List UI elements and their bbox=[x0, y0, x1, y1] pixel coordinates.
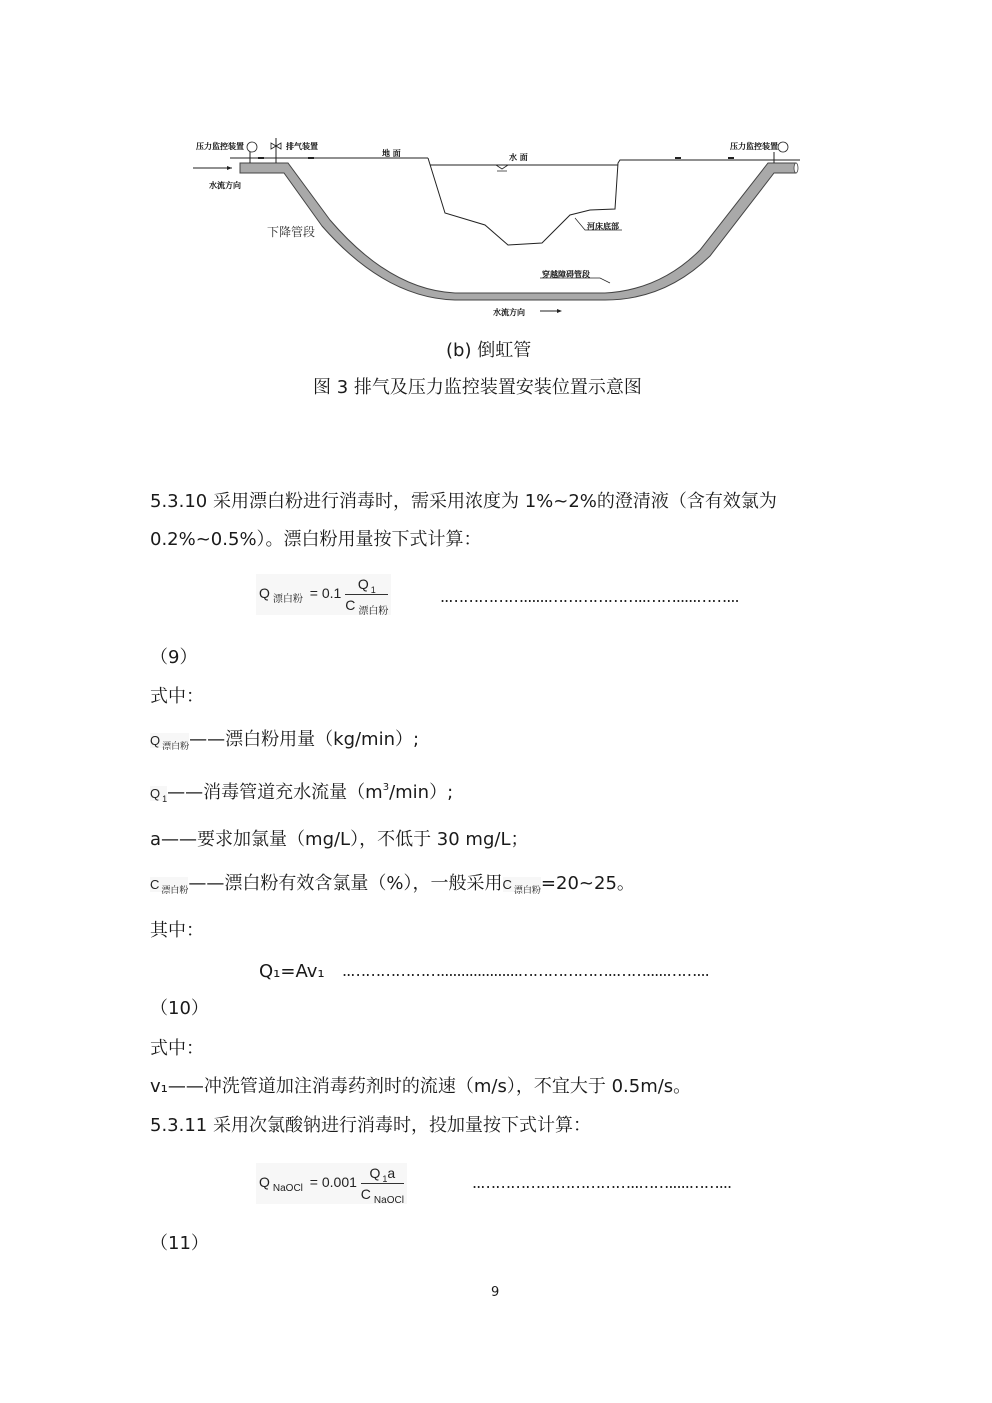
label-pressure-right: 压力监控装置 bbox=[730, 141, 778, 151]
formula-11-coef: = 0.001 bbox=[309, 1174, 357, 1191]
formula-11-leader-dots: ..…………………………..…….....……... bbox=[472, 1173, 732, 1192]
pipe-end bbox=[794, 163, 798, 173]
among-label: 其中： bbox=[150, 920, 204, 941]
pressure-gauge-left-icon bbox=[247, 142, 257, 152]
label-flow-direction-left: 水流方向 bbox=[209, 180, 241, 190]
inverted-siphon-diagram bbox=[190, 130, 810, 330]
label-riverbed: 河床底部 bbox=[587, 221, 619, 231]
siphon-pipe bbox=[240, 163, 796, 300]
formula-9-leader-dots: ..……………......………………..…….....……... bbox=[440, 587, 739, 606]
figure-subcaption: (b) 倒虹管 bbox=[446, 340, 532, 361]
section-5-3-10-line1: 5.3.10 采用漂白粉进行消毒时，需采用浓度为 1%~2%的澄清液（含有效氯为 bbox=[150, 491, 777, 512]
label-exhaust: 排气装置 bbox=[286, 141, 318, 151]
formula-11-number: （11） bbox=[150, 1233, 209, 1254]
formula-11 bbox=[256, 1163, 407, 1204]
label-crossing-section: 穿越障碍管段 bbox=[542, 269, 590, 279]
def-q-bleach: Q $_{漂白粉}$——漂白粉用量（kg/min）; bbox=[150, 729, 420, 751]
label-water-surface: 水 面 bbox=[509, 152, 528, 162]
formula-11-lhs: Q $_{NaOCl}$ bbox=[259, 1174, 303, 1195]
section-5-3-11: 5.3.11 采用次氯酸钠进行消毒时，投加量按下式计算： bbox=[150, 1115, 591, 1136]
section-5-3-10-line2: 0.2%~0.5%）。漂白粉用量按下式计算： bbox=[150, 529, 482, 550]
formula-9 bbox=[256, 574, 391, 615]
def-a: a——要求加氯量（mg/L），不低于 30 mg/L； bbox=[150, 829, 529, 850]
def-v1: v₁——冲洗管道加注消毒药剂时的流速（m/s），不宜大于 0.5m/s。 bbox=[150, 1076, 692, 1097]
formula-9-fraction: $\frac{Q _1}{C _{漂白粉}}$ bbox=[345, 576, 389, 617]
formula-9-coef: = 0.1 bbox=[309, 585, 342, 602]
where-label-2: 式中： bbox=[150, 1038, 204, 1059]
where-label-1: 式中： bbox=[150, 686, 204, 707]
page-number: 9 bbox=[491, 1285, 500, 1300]
pressure-gauge-right-icon bbox=[778, 142, 788, 152]
water-level-symbol bbox=[496, 165, 508, 171]
def-c-bleach: C $_{漂白粉}$——漂白粉有效含氯量（%），一般采用C $_{漂白粉}$=20~25。 bbox=[150, 873, 635, 895]
figure-caption: 图 3 排气及压力监控装置安装位置示意图 bbox=[313, 377, 642, 398]
label-flow-direction-bottom: 水流方向 bbox=[493, 307, 525, 317]
label-descending-section: 下降管段 bbox=[267, 225, 316, 239]
def-q1: Q $_1$——消毒管道充水流量$(m^3/\min)$; bbox=[150, 782, 454, 804]
formula-10-leader-dots: ..………………...................………………..…….....……... bbox=[342, 961, 709, 980]
formula-9-lhs: Q $_{漂白粉}$ bbox=[259, 585, 303, 606]
formula-11-fraction: $\frac{Q _1a}{C _{NaOCl}}$ bbox=[360, 1165, 404, 1206]
formula-10-expr: Q₁=Av₁ bbox=[259, 961, 325, 982]
label-ground: 地 面 bbox=[382, 148, 401, 158]
formula-9-number: （9） bbox=[150, 647, 198, 668]
formula-10-number: （10） bbox=[150, 998, 209, 1019]
label-pressure-left: 压力监控装置 bbox=[196, 141, 244, 151]
